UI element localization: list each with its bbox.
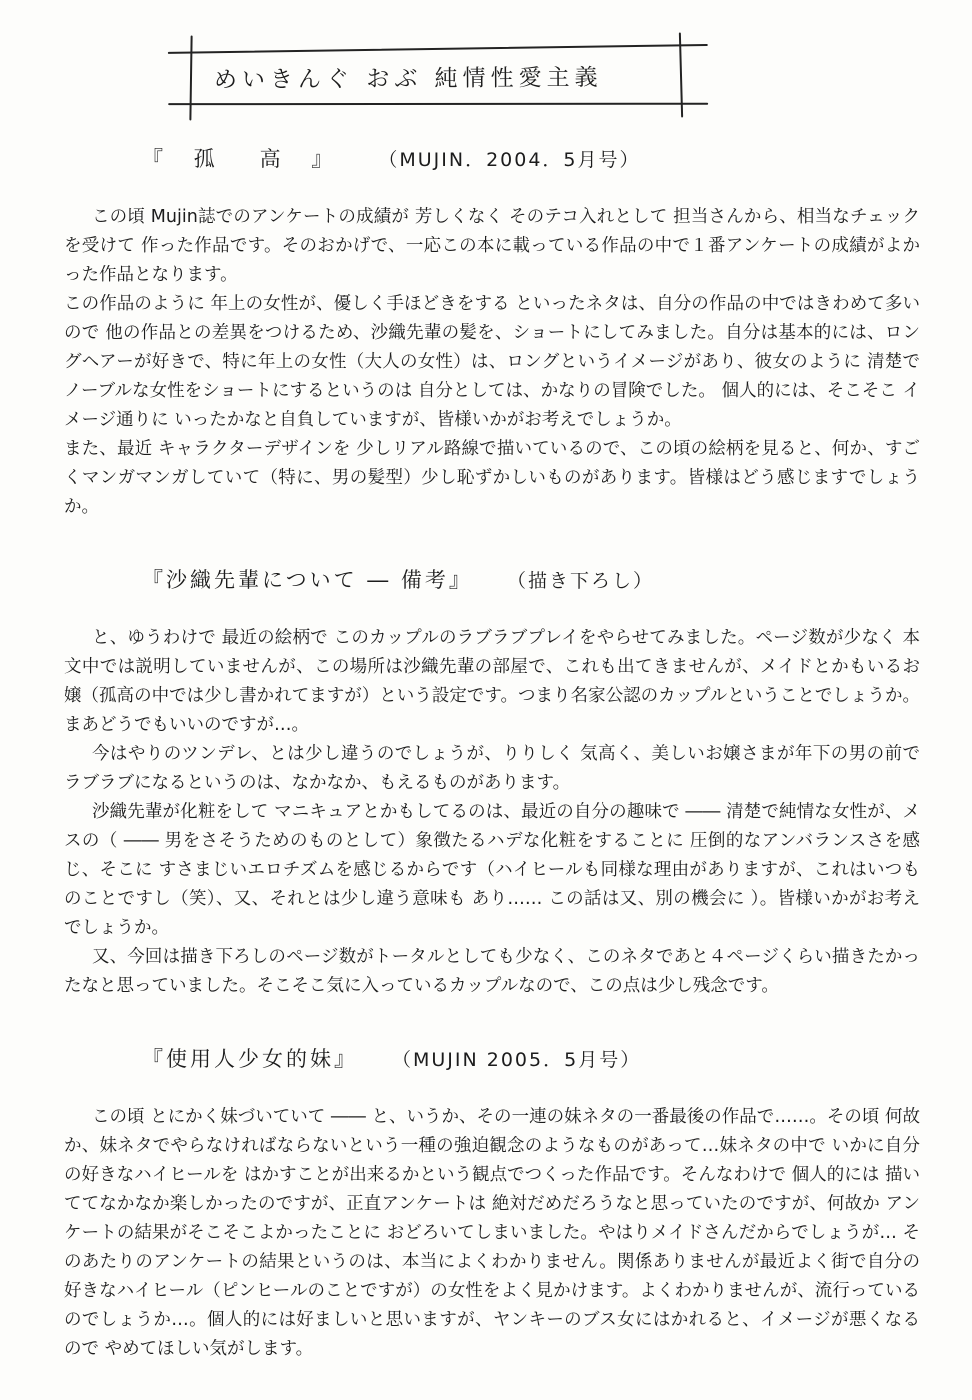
paragraph: と、ゆうわけで 最近の絵柄で このカップルのラブラブプレイをやらせてみました。ページ数が少なく 本文中では説明していませんが、この場所は沙織先輩の部屋で、これも出てきませんが、メイドとかもいるお嬢（孤高の中では少し書かれてますが）という設定です。つまり名家公認のカップルということでしょうか。まあどうでもいいのですが…。 [64,628,920,735]
section-heading [142,564,920,594]
section-body [64,624,920,1001]
paragraph: 又、今回は描き下ろしのページ数がトータルとしても少なく、このネタであと４ページくらい描きたかったなと思っていました。そこそこ気に入っているカップルなので、この点は少し残念です。 [64,947,920,996]
section-shiyounin-shoujo-teki-imouto [64,1043,920,1364]
title-box-left-bar [189,35,192,120]
paragraph: この頃 Mujin誌でのアンケートの成績が 芳しくなく そのテコ入れとして 担当さんから、相当なチェックを受けて 作った作品です。そのおかげで、一応この本に載っている作品の中で１番アンケートの成績がよかった作品となります。 [64,207,920,285]
section-source: （MUJIN 2005．5月号） [392,1049,642,1071]
section-source: （MUJIN．2004．5月号） [378,149,641,171]
section-saori-senpai-bikou [64,564,920,1001]
paragraph: この作品のように 年上の女性が、優しく手ほどきをする といったネタは、自分の作品の中ではきわめて多いので 他の作品との差異をつけるため、沙織先輩の髪を、ショートにしてみました。自分は基本的には、ロングヘアーが好きで、特に年上の女性（大人の女性）は、ロングというイメージがあり、彼女のように 清楚でノーブルな女性をショートにするというのは 自分としては、かなりの冒険でした。 個人的には、そこそこ イメージ通りに いったかなと自負していますが、皆様いかがお考えでしょうか。 [64,294,920,430]
section-kokou [64,143,920,522]
section-title: 『沙織先輩について ― 備考』 [142,568,473,592]
page-title: めいきんぐ おぶ 純情性愛主義 [213,64,603,94]
paragraph: 沙織先輩が化粧をして マニキュアとかもしてるのは、最近の自分の趣味で ―― 清楚で純情な女性が、メスの（ ―― 男をさそうためのものとして）象徴たるハデな化粧をすることに 圧倒的なアンバランスさを感じ、そこに すさまじいエロチズムを感じるからです（ハイヒールも同様な理由がありますが、これはいつものことですし（笑）、又、それとは少し違う意味も あり…… この話は又、別の機会に ）。皆様いかがお考えでしょうか。 [64,802,920,938]
title-box-bottom-line [168,103,708,105]
section-heading [142,1043,920,1073]
section-body [64,1103,920,1364]
paragraph: 今はやりのツンデレ、とは少し違うのでしょうが、りりしく 気高く、美しいお嬢さまが年下の男の前で ラブラブになるというのは、なかなか、もえるものがあります。 [64,744,920,793]
title-box [184,47,674,107]
section-body [64,203,920,522]
paragraph: この頃 とにかく妹づいていて ―― と、いうか、その一連の妹ネタの一番最後の作品で……。その頃 何故か、妹ネタでやらなければならないという一種の強迫観念のようなものがあって…妹ネタの中で いかに自分の好きなハイヒールを はかすことが出来るかという観点でつくった作品です。そんなわけで 個人的には 描いててなかなか楽しかったのですが、正直アンケートは 絶対だめだろうなと思っていたのですが、何故か アンケートの結果がそこそこよかったことに おどろいてしまいました。やはりメイドさんだからでしょうが… そのあたりのアンケートの結果というのは、本当によくわかりません。関係ありませんが最近よく街で自分の好きなハイヒール（ピンヒールのことですが）の女性をよく見かけます。よくわかりませんが、流行っているのでしょうか…。個人的には好ましいと思いますが、ヤンキーのブス女にはかれると、イメージが悪くなるので やめてほしい気がします。 [64,1107,920,1359]
section-source: （描き下ろし） [506,570,654,592]
section-title: 『 孤 高 』 [142,147,345,171]
section-title: 『使用人少女的妹』 [142,1047,358,1071]
title-box-top-line [168,44,708,54]
section-heading [142,143,920,173]
paragraph: また、最近 キャラクターデザインを 少しリアル路線で描いているので、この頃の絵柄を見ると、何か、すごくマンガマンガしていて（特に、男の髪型）少し恥ずかしいものがあります。皆様はどう感じますでしょうか。 [64,439,920,517]
